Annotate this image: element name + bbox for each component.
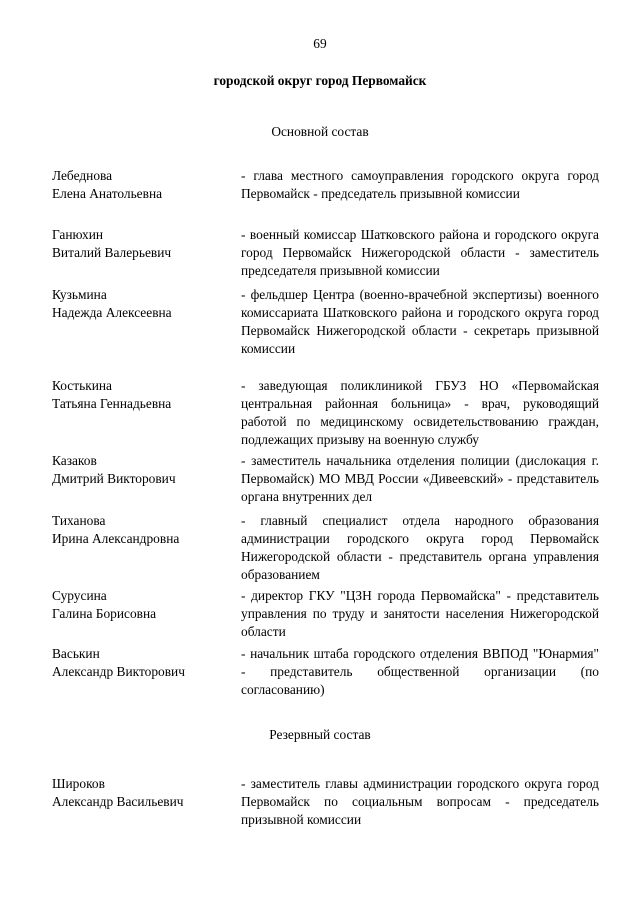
reserve-section-heading: Резервный состав bbox=[269, 727, 371, 742]
member-name bbox=[52, 286, 237, 322]
main-section-heading: Основной состав bbox=[271, 124, 369, 139]
member-role: - главный специалист отдела народного образования администрации городского округа город Первомайск Нижегородской области - представитель органа управления образованием bbox=[241, 513, 599, 582]
member-role: - заведующая поликлиникой ГБУЗ НО «Первомайская центральная районная больница» - врач, руководящий работой по медицинскому освидетельствованию граждан, подлежащих призыву на военную службу bbox=[241, 378, 599, 447]
member-surname: Лебеднова bbox=[52, 168, 113, 183]
member-role: - глава местного самоуправления городского округа город Первомайск - председатель призывной комиссии bbox=[241, 168, 599, 201]
member-name bbox=[52, 512, 237, 548]
member-name bbox=[52, 377, 237, 413]
member-name bbox=[52, 452, 237, 488]
member-surname: Ганюхин bbox=[52, 227, 104, 242]
member-given-name: Виталий Валерьевич bbox=[52, 245, 172, 260]
member-role: - заместитель главы администрации городского округа город Первомайск по социальным вопросам - председатель призывной комиссии bbox=[241, 776, 599, 827]
member-name bbox=[52, 775, 237, 811]
member-role: - директор ГКУ "ЦЗН города Первомайска" - представитель управления по труду и занятости населения Нижегородской области bbox=[241, 588, 599, 639]
member-name bbox=[52, 645, 237, 681]
member-name bbox=[52, 587, 237, 623]
member-role: - заместитель начальника отделения полиции (дислокация г. Первомайск) МО МВД России «Дивеевский» - представитель органа внутренних дел bbox=[241, 453, 599, 504]
member-role: - начальник штаба городского отделения ВВПОД "Юнармия" - представитель общественной организации (по согласованию) bbox=[241, 646, 599, 697]
member-given-name: Дмитрий Викторович bbox=[52, 471, 176, 486]
member-given-name: Александр Васильевич bbox=[52, 794, 184, 809]
member-surname: Сурусина bbox=[52, 588, 107, 603]
member-role: - военный комиссар Шатковского района и городского округа город Первомайск Нижегородской области - заместитель председателя призывной комиссии bbox=[241, 227, 599, 278]
member-given-name: Ирина Александровна bbox=[52, 531, 180, 546]
member-surname: Широков bbox=[52, 776, 105, 791]
member-role: - фельдшер Центра (военно-врачебной экспертизы) военного комиссариата Шатковского района и городского округа город Первомайск Нижегородской области - секретарь призывной комиссии bbox=[241, 287, 599, 356]
member-surname: Тиханова bbox=[52, 513, 106, 528]
member-surname: Казаков bbox=[52, 453, 97, 468]
member-surname: Васькин bbox=[52, 646, 100, 661]
member-given-name: Александр Викторович bbox=[52, 664, 185, 679]
member-surname: Кузьмина bbox=[52, 287, 107, 302]
member-given-name: Елена Анатольевна bbox=[52, 186, 163, 201]
document-title: городской округ город Первомайск bbox=[213, 73, 427, 88]
member-name bbox=[52, 167, 237, 203]
page-number: 69 bbox=[313, 36, 327, 51]
member-given-name: Татьяна Геннадьевна bbox=[52, 396, 172, 411]
member-surname: Костькина bbox=[52, 378, 112, 393]
member-given-name: Галина Борисовна bbox=[52, 606, 157, 621]
member-given-name: Надежда Алексеевна bbox=[52, 305, 172, 320]
member-name bbox=[52, 226, 237, 262]
